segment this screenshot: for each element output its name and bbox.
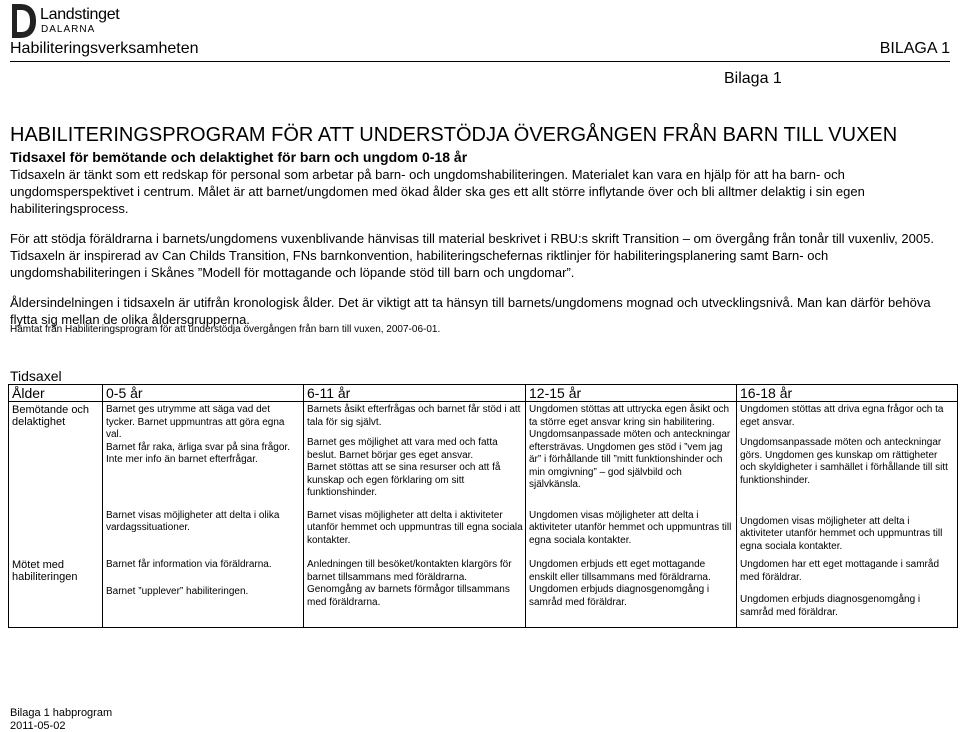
parents-paragraph: För att stödja föräldrarna i barnets/ungdomens vuxenblivande hänvisas till material beskrivet i RBU:s skrift Transition – om övergång från tonår till vuxenliv, 2005. Tidsaxeln är inspirerad av Can Childs Transition, FNs barnkonvention, habiliteringschefernas riktlinjer för habiliteringsplanering samt Barn- och ungdomshabiliteringen i Skånes ”Modell för mottagande och löpande stöd till barn och ungdomar”. xyxy=(10,231,934,280)
cell-6-11: Anledningen till besöket/kontakten klargörs för barnet tillsammans med föräldrarna. Genomgång av barnets förmågor tillsammans med föräldrarna. xyxy=(304,555,526,628)
header-6-11: 6-11 år xyxy=(304,385,526,402)
cell-text: Ungdomen erbjuds ett eget mottagande enskilt eller tillsammans med föräldrarna. xyxy=(529,559,711,583)
cell-6-11 xyxy=(304,402,526,502)
attachment-number: Bilaga 1 xyxy=(724,70,782,87)
header-department: Habiliteringsverksamheten xyxy=(10,40,199,57)
header-rule xyxy=(10,61,950,62)
cell-text: Ungdomen har ett eget mottagande i samråd med föräldrar. xyxy=(740,559,940,583)
header-age: Ålder xyxy=(9,385,103,402)
table-row xyxy=(9,502,958,556)
header-0-5: 0-5 år xyxy=(103,385,304,402)
cell-12-15: Ungdomen visas möjligheter att delta i aktiviteter utanför hemmet och uppmuntras till egna sociala kontakter. xyxy=(526,502,737,556)
header-12-15: 12-15 år xyxy=(526,385,737,402)
cell-text: Ungdomen erbjuds diagnosgenomgång i samråd med föräldrar. xyxy=(740,594,921,618)
table-row xyxy=(9,555,958,628)
logo-mark-icon xyxy=(10,2,38,40)
footer-document-name: Bilaga 1 habprogram xyxy=(10,707,113,719)
cell-16-18: Ungdomen visas möjligheter att delta i aktiviteter utanför hemmet och uppmuntras till egna sociala kontakter. xyxy=(737,502,958,556)
cell-text: Barnet ges möjlighet att vara med och fatta beslut. Barnet börjar ges eget ansvar. xyxy=(307,437,498,461)
logo-name: Landstinget xyxy=(40,6,120,23)
header-16-18: 16-18 år xyxy=(737,385,958,402)
landstinget-logo xyxy=(10,2,120,42)
header-attachment-label: BILAGA 1 xyxy=(879,40,950,57)
cell-0-5 xyxy=(103,402,304,502)
cell-text: Ungdomsanpassade möten och anteckningar görs. Ungdomen ges kunskap om rättigheter och skyldigheter i samhället i förhållande till sitt funktionshinder. xyxy=(740,437,948,486)
table-caption: Tidsaxel xyxy=(10,368,62,384)
cell-text: Barnet får raka, ärliga svar på sina frågor. Inte mer info än barnet efterfrågar. xyxy=(106,441,290,465)
cell-text: Barnet ”upplever” habiliteringen. xyxy=(106,585,249,597)
footer-date: 2011-05-02 xyxy=(10,720,66,732)
cell-text: Barnet ges utrymme att säga vad det tycker. Barnet uppmuntras att göra egna val. xyxy=(106,404,285,440)
cell-12-15 xyxy=(526,555,737,628)
cell-text: Barnet får information via föräldrarna. xyxy=(106,559,272,570)
table-header-row xyxy=(9,385,958,402)
age-paragraph: Åldersindelningen i tidsaxeln är utifrån kronologisk ålder. Det är viktigt att ta hänsyn till barnets/ungdomens mognad och utvecklingsnivå. Man kan därför behöva flytta sig mellan de olika åldersgrupperna. xyxy=(10,295,931,327)
cell-6-11: Barnet visas möjligheter att delta i aktiviteter utanför hemmet och uppmuntras till egna sociala kontakter. xyxy=(304,502,526,556)
cell-0-5: Barnet visas möjligheter att delta i olika vardagssituationer. xyxy=(103,502,304,556)
document-subtitle: Tidsaxel för bemötande och delaktighet för barn och ungdom 0-18 år xyxy=(10,149,468,165)
cell-16-18 xyxy=(737,555,958,628)
cell-text: Ungdomen stöttas att uttrycka egen åsikt och ta större eget ansvar kring sin habilitering. xyxy=(529,404,730,428)
source-note: Hämtat från Habiliteringsprogram för att understödja övergången från barn till vuxen, 2007-06-01. xyxy=(10,324,441,335)
row-label-bemotande: Bemötande och delaktighet xyxy=(9,402,103,502)
cell-12-15 xyxy=(526,402,737,502)
timeline-table xyxy=(8,384,958,628)
row-label-empty xyxy=(9,502,103,556)
row-label-motet: Mötet med habiliteringen xyxy=(9,555,103,628)
cell-text: Ungdomen erbjuds diagnosgenomgång i samråd med föräldrar. xyxy=(529,584,710,608)
table-row xyxy=(9,402,958,502)
document-title: HABILITERINGSPROGRAM FÖR ATT UNDERSTÖDJA ÖVERGÅNGEN FRÅN BARN TILL VUXEN xyxy=(10,124,898,146)
cell-16-18 xyxy=(737,402,958,502)
cell-text: Ungdomen stöttas att driva egna frågor och ta eget ansvar. xyxy=(740,404,944,428)
cell-text: Barnets åsikt efterfrågas och barnet får stöd i att tala för sig självt. xyxy=(307,404,521,428)
intro-paragraph: Tidsaxeln är tänkt som ett redskap för personal som arbetar på barn- och ungdomshabiliteringen. Materialet kan vara en hjälp för att ha barn- och ungdomsperspektivet i centrum. Målet är att barnet/ungdomen med ökad ålder ska ges ett allt större inflytande över och bli alltmer delaktig i sin egen habiliteringsprocess. xyxy=(10,167,865,216)
cell-0-5 xyxy=(103,555,304,628)
cell-text: Barnet stöttas att se sina resurser och att få kunskap och egen förklaring om sitt funktionshinder. xyxy=(307,462,501,498)
logo-sub: DALARNA xyxy=(41,24,96,35)
cell-text: Ungdomsanpassade möten och anteckningar eftersträvas. Ungdomen ges stöd i ”vem jag är” i förhållande till ”mitt funktionshinder och min omgivning” – god självbild och självkänsla. xyxy=(529,429,731,490)
